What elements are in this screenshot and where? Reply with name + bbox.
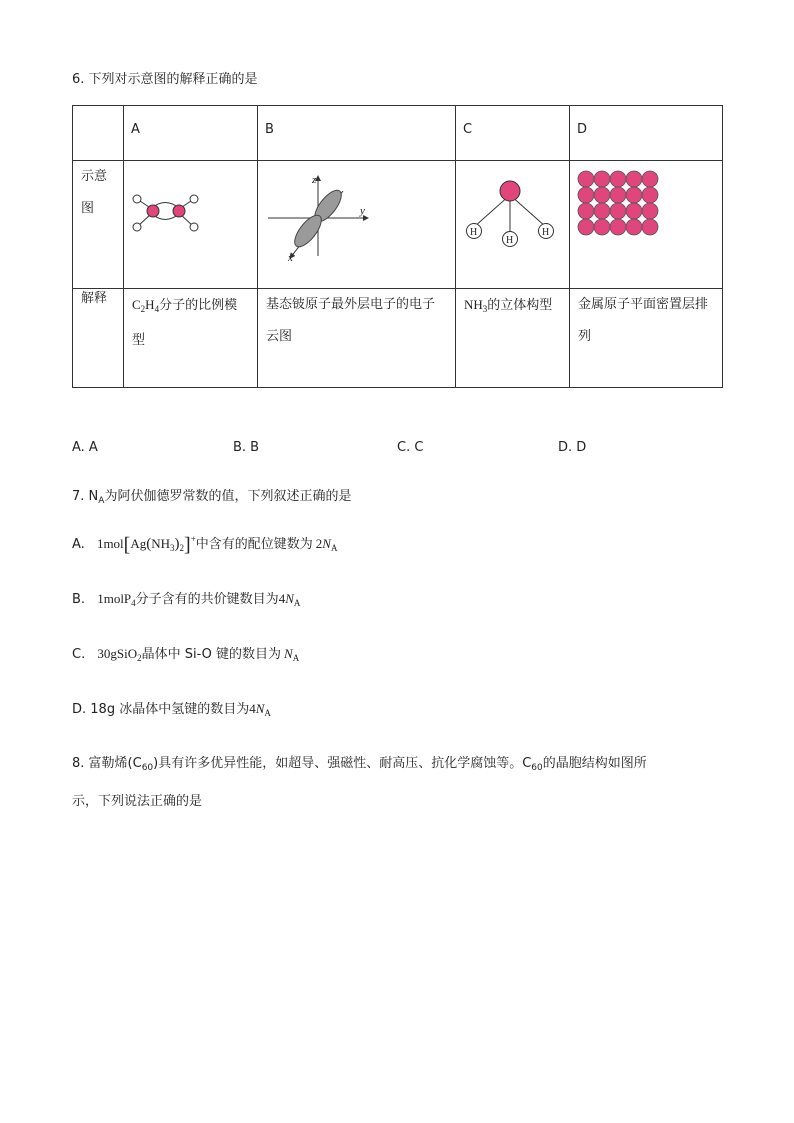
question-7-option-c[interactable]: C. 30gSiO$_2$晶体中 Si-O 键的数目为 $N_A$ xyxy=(72,646,300,663)
row-label-explanation: 解释 xyxy=(73,289,124,388)
option-a[interactable]: A. A xyxy=(72,440,98,455)
option-b[interactable]: B. B xyxy=(233,440,260,455)
question-7-option-b[interactable]: B. 1molP$_4$分子含有的共价键数目为$4N_A$ xyxy=(72,591,301,608)
diagram-c-cell xyxy=(456,161,570,289)
hydrogen-label-3: H xyxy=(542,227,550,238)
header-empty-cell xyxy=(73,106,124,161)
explanation-a: $C_2H_4$分子的比例模型 xyxy=(124,289,258,388)
question-6-table xyxy=(72,105,723,388)
question-7-option-a[interactable]: A. $1mol[Ag(NH_3)_2]^+$中含有的配位键数为 $2N_A$ xyxy=(72,534,338,556)
p-orbital-diagram xyxy=(258,161,454,261)
close-packed-layer-diagram xyxy=(570,161,720,251)
diagram-a-cell xyxy=(124,161,258,289)
z-axis-label: z xyxy=(312,174,317,186)
question-8-stem-line2: 示，下列说法正确的是 xyxy=(72,794,203,809)
hydrogen-label-2: H xyxy=(506,235,514,246)
table-diagram-row xyxy=(73,161,723,289)
ethylene-model-diagram xyxy=(124,161,256,241)
header-d: D xyxy=(570,106,723,161)
option-c[interactable]: C. C xyxy=(397,440,424,455)
question-6-stem: 6. 下列对示意图的解释正确的是 xyxy=(72,72,258,87)
row-label-diagram: 示意图 xyxy=(73,161,124,289)
option-d[interactable]: D. D xyxy=(558,440,587,455)
question-7-option-d[interactable]: D. 18g 冰晶体中氢键的数目为$4N_A$ xyxy=(72,701,271,718)
explanation-c: $NH_3$的立体构型 xyxy=(456,289,570,388)
header-b: B xyxy=(258,106,456,161)
question-8-stem-line1: 8. 富勒烯$(C_{60})$具有许多优异性能，如超导、强磁性、耐高压、抗化学腐蚀等。$C_{60}$的晶胞结构如图所 xyxy=(72,756,647,773)
y-axis-label: y xyxy=(360,205,365,217)
ammonia-structure-diagram xyxy=(456,161,568,251)
x-axis-label: x xyxy=(288,252,293,261)
table-explanation-row xyxy=(73,289,723,388)
question-7-stem: 7. $N_A$为阿伏伽德罗常数的值，下列叙述正确的是 xyxy=(72,489,352,506)
explanation-b: 基态铍原子最外层电子的电子云图 xyxy=(258,289,456,388)
diagram-b-cell xyxy=(258,161,456,289)
header-a: A xyxy=(124,106,258,161)
header-c: C xyxy=(456,106,570,161)
hydrogen-label-1: H xyxy=(470,227,478,238)
explanation-d: 金属原子平面密置层排列 xyxy=(570,289,723,388)
diagram-d-cell xyxy=(570,161,723,289)
table-header-row xyxy=(73,106,723,161)
